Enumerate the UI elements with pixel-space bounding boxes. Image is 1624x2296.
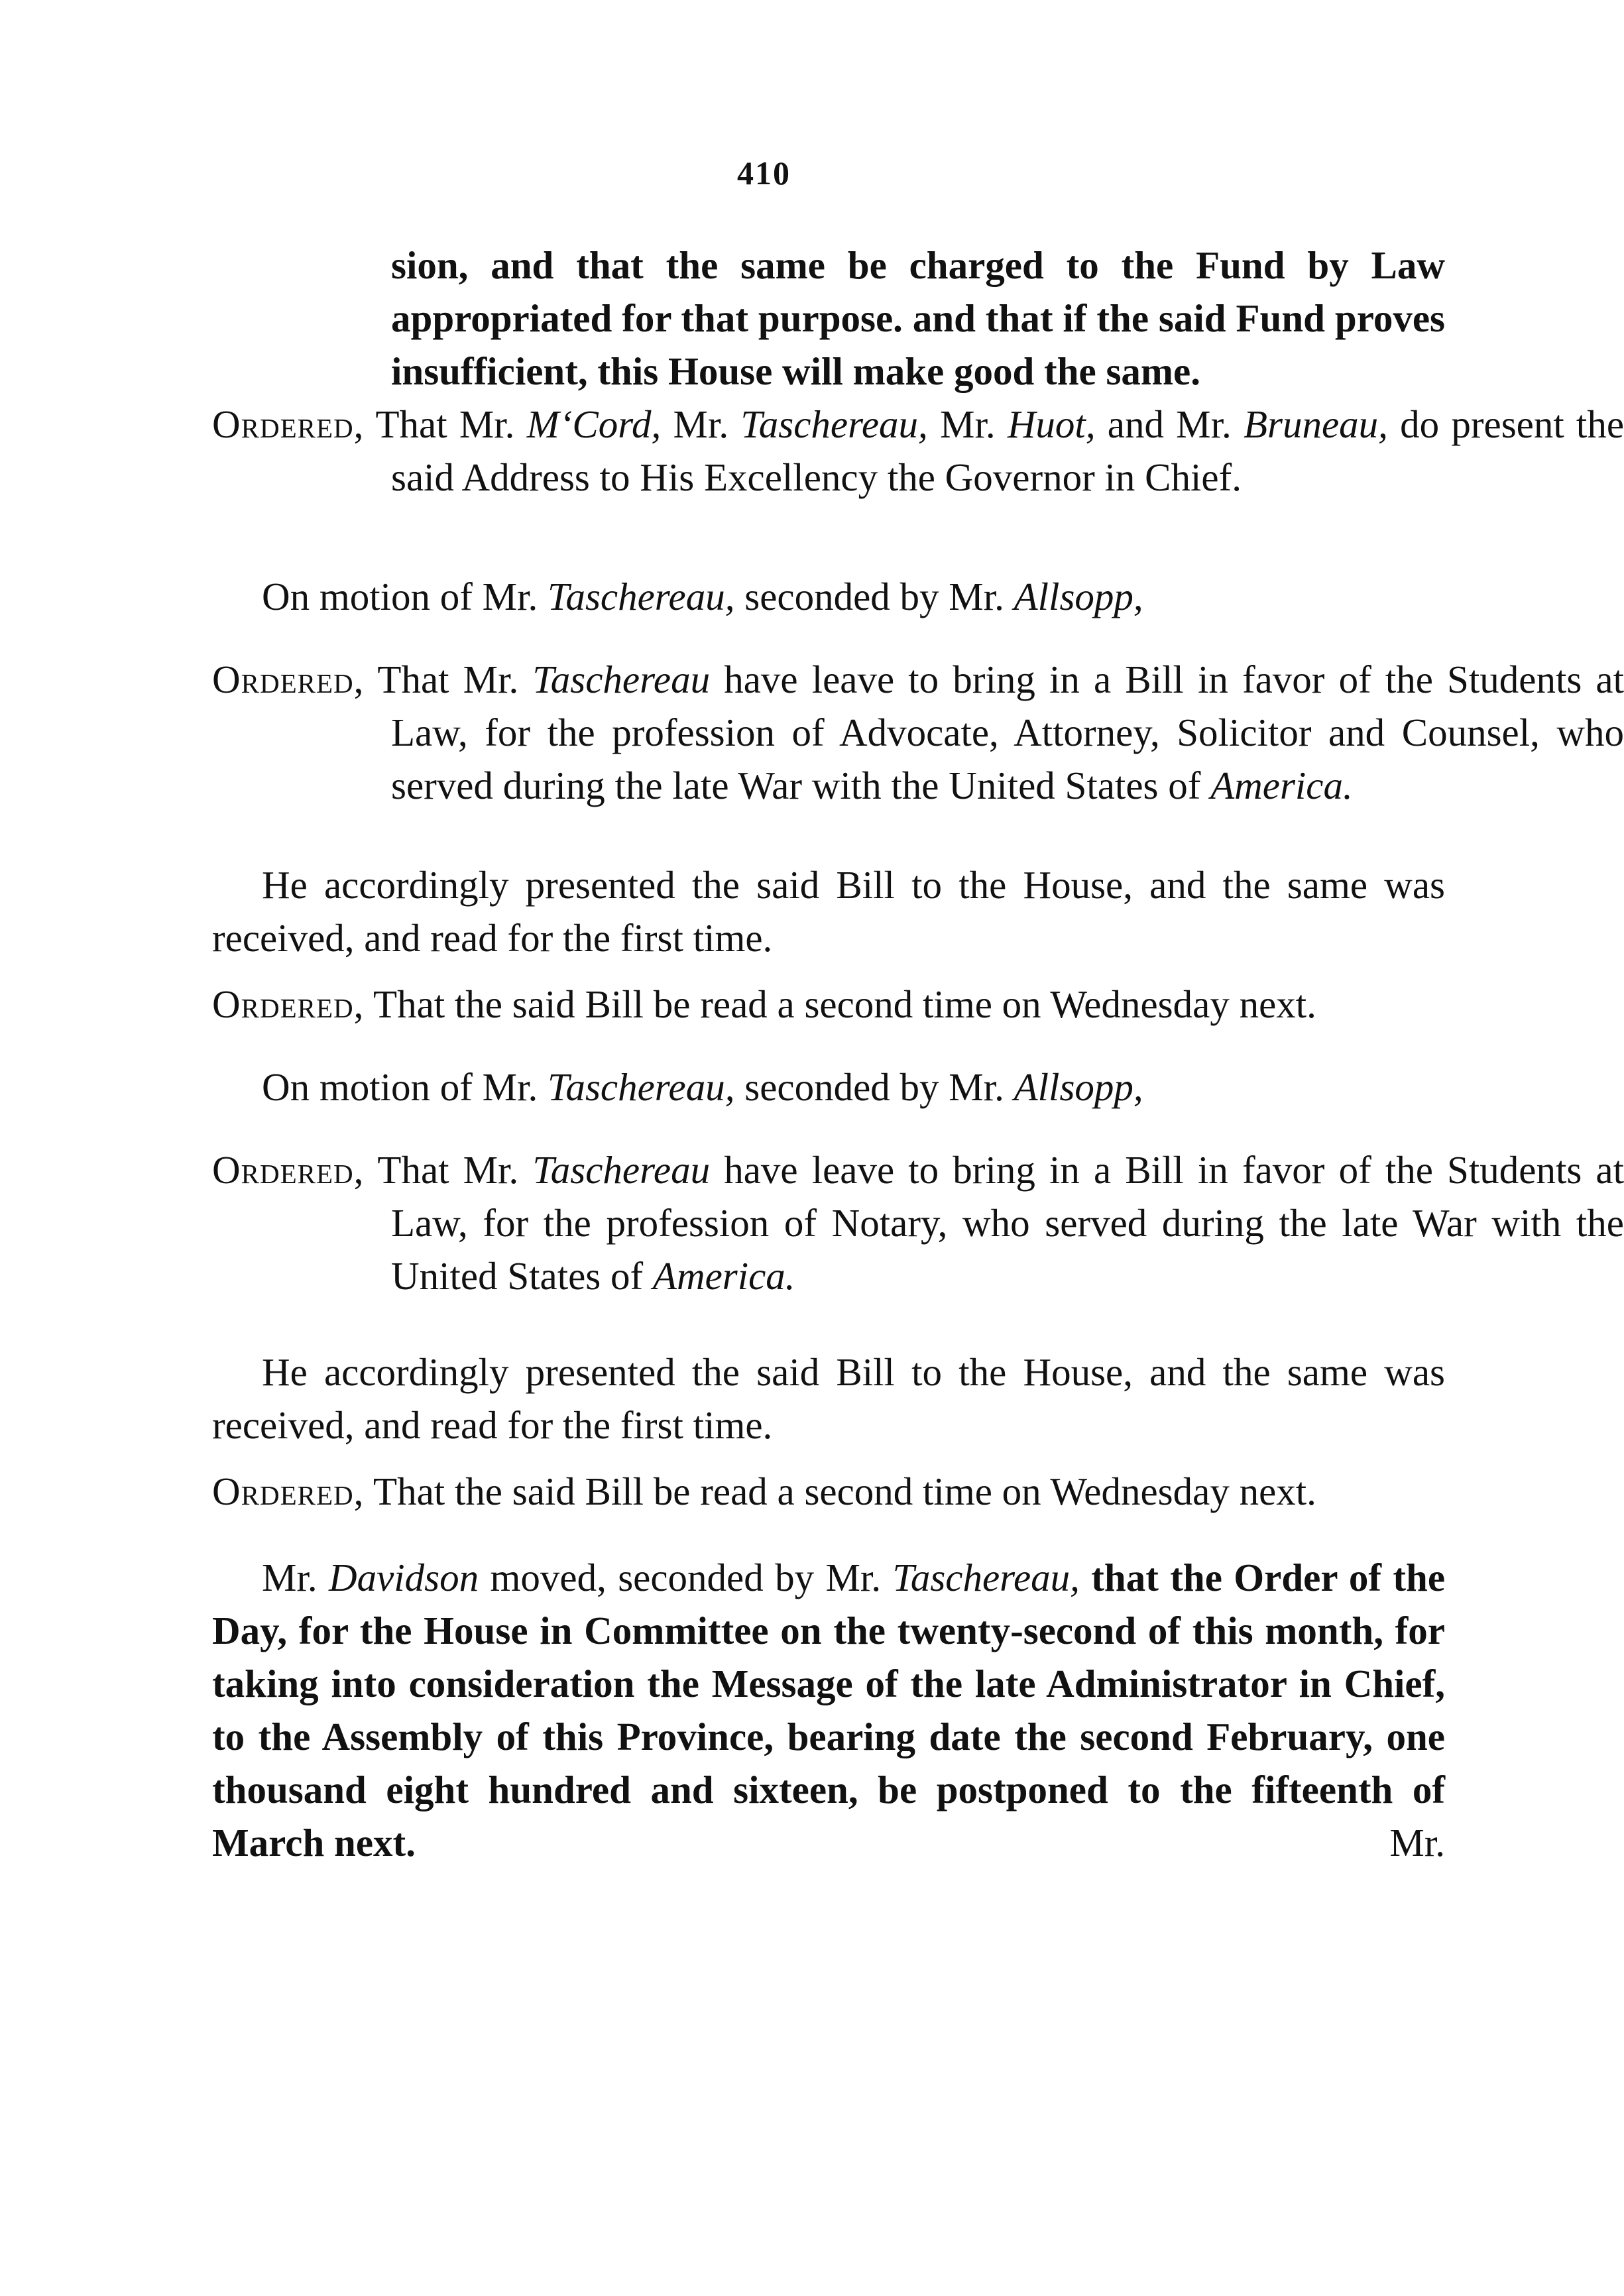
ordered-text: and Mr. (1095, 402, 1244, 446)
motion-paragraph (262, 570, 1445, 623)
ordered-paragraph-address (212, 398, 1624, 504)
motion-paragraph (262, 1061, 1445, 1114)
motion-text: On motion of Mr. (262, 575, 548, 618)
motion-text: seconded by Mr. (734, 1065, 1014, 1109)
ordered-label: Ordered, (212, 1469, 365, 1513)
ordered-text: That Mr. (364, 1148, 533, 1192)
ordered-paragraph-advocate-bill (212, 653, 1624, 812)
ordered-text: That Mr. (364, 402, 527, 446)
presented-text: He accordingly presented the said Bill to the House, and the same was received, and read for the first time. (212, 1350, 1445, 1447)
country-name: America. (1210, 764, 1353, 807)
continuation-text: sion, and that the same be charged to the Fund by Law appropriated for that purpose. and that if the said Fund proves insufficient, this House will make good the same. (391, 243, 1445, 393)
ordered-text: That Mr. (364, 658, 533, 701)
member-name: Allsopp, (1014, 575, 1143, 618)
motion-text: seconded by Mr. (734, 575, 1014, 618)
member-name: Huot, (1007, 402, 1096, 446)
continuation-paragraph (391, 239, 1445, 398)
motion-text: that the Order of the Day, for the House in Committee on the twenty-second of this month, for taking into consideration the Message of the late Administrator in Chief, to the Assembly of this Province, bearing date the second February, one thousand eight hundred and sixteen, be postponed to the fifteenth of March next. (212, 1556, 1446, 1865)
ordered-text: Mr. (661, 402, 741, 446)
member-name: M‘Cord, (526, 402, 662, 446)
member-name: Taschereau (532, 658, 711, 701)
country-name: America. (652, 1254, 795, 1298)
member-name: Taschereau, (548, 1065, 735, 1109)
member-name: Taschereau, (548, 575, 735, 618)
member-name: Allsopp, (1014, 1065, 1143, 1109)
catchword: Mr. (1389, 1821, 1445, 1865)
motion-text: Mr. (262, 1556, 329, 1599)
presented-paragraph (212, 858, 1445, 964)
ordered-label: Ordered, (212, 658, 365, 701)
ordered-paragraph-second-reading (212, 1465, 1445, 1518)
ordered-label: Ordered, (212, 982, 365, 1026)
presented-paragraph (212, 1346, 1445, 1452)
page-number: 410 (737, 154, 791, 192)
ordered-paragraph-second-reading (212, 978, 1445, 1031)
motion-text: moved, seconded by Mr. (479, 1556, 893, 1599)
ordered-text: Mr. (927, 402, 1008, 446)
ordered-text: That the said Bill be read a second time on Wednesday next. (364, 982, 1316, 1026)
ordered-text: That the said Bill be read a second time on Wednesday next. (364, 1469, 1316, 1513)
ordered-text: do present the said Address to His Excellency the Governor in Chief. (391, 402, 1624, 499)
ordered-paragraph-notary-bill (212, 1143, 1624, 1302)
ordered-text: have leave to bring in a Bill in favor of the Students at Law, for the profession of Notary, who served during the late War with the United States of (391, 1148, 1624, 1298)
presented-text: He accordingly presented the said Bill to the House, and the same was received, and read for the first time. (212, 863, 1445, 960)
member-name: Bruneau, (1244, 402, 1388, 446)
member-name: Taschereau (532, 1148, 711, 1192)
motion-text: On motion of Mr. (262, 1065, 548, 1109)
ordered-label: Ordered, (212, 1148, 365, 1192)
ordered-text: have leave to bring in a Bill in favor of the Students at Law, for the profession of Advocate, Attorney, Solicitor and Counsel, who served during the late War with the United States of (391, 658, 1624, 807)
member-name: Taschereau, (740, 402, 928, 446)
davidson-motion-paragraph (212, 1551, 1445, 1869)
member-name: Davidson (328, 1556, 479, 1599)
ordered-label: Ordered, (212, 402, 365, 446)
member-name: Taschereau, (892, 1556, 1080, 1599)
